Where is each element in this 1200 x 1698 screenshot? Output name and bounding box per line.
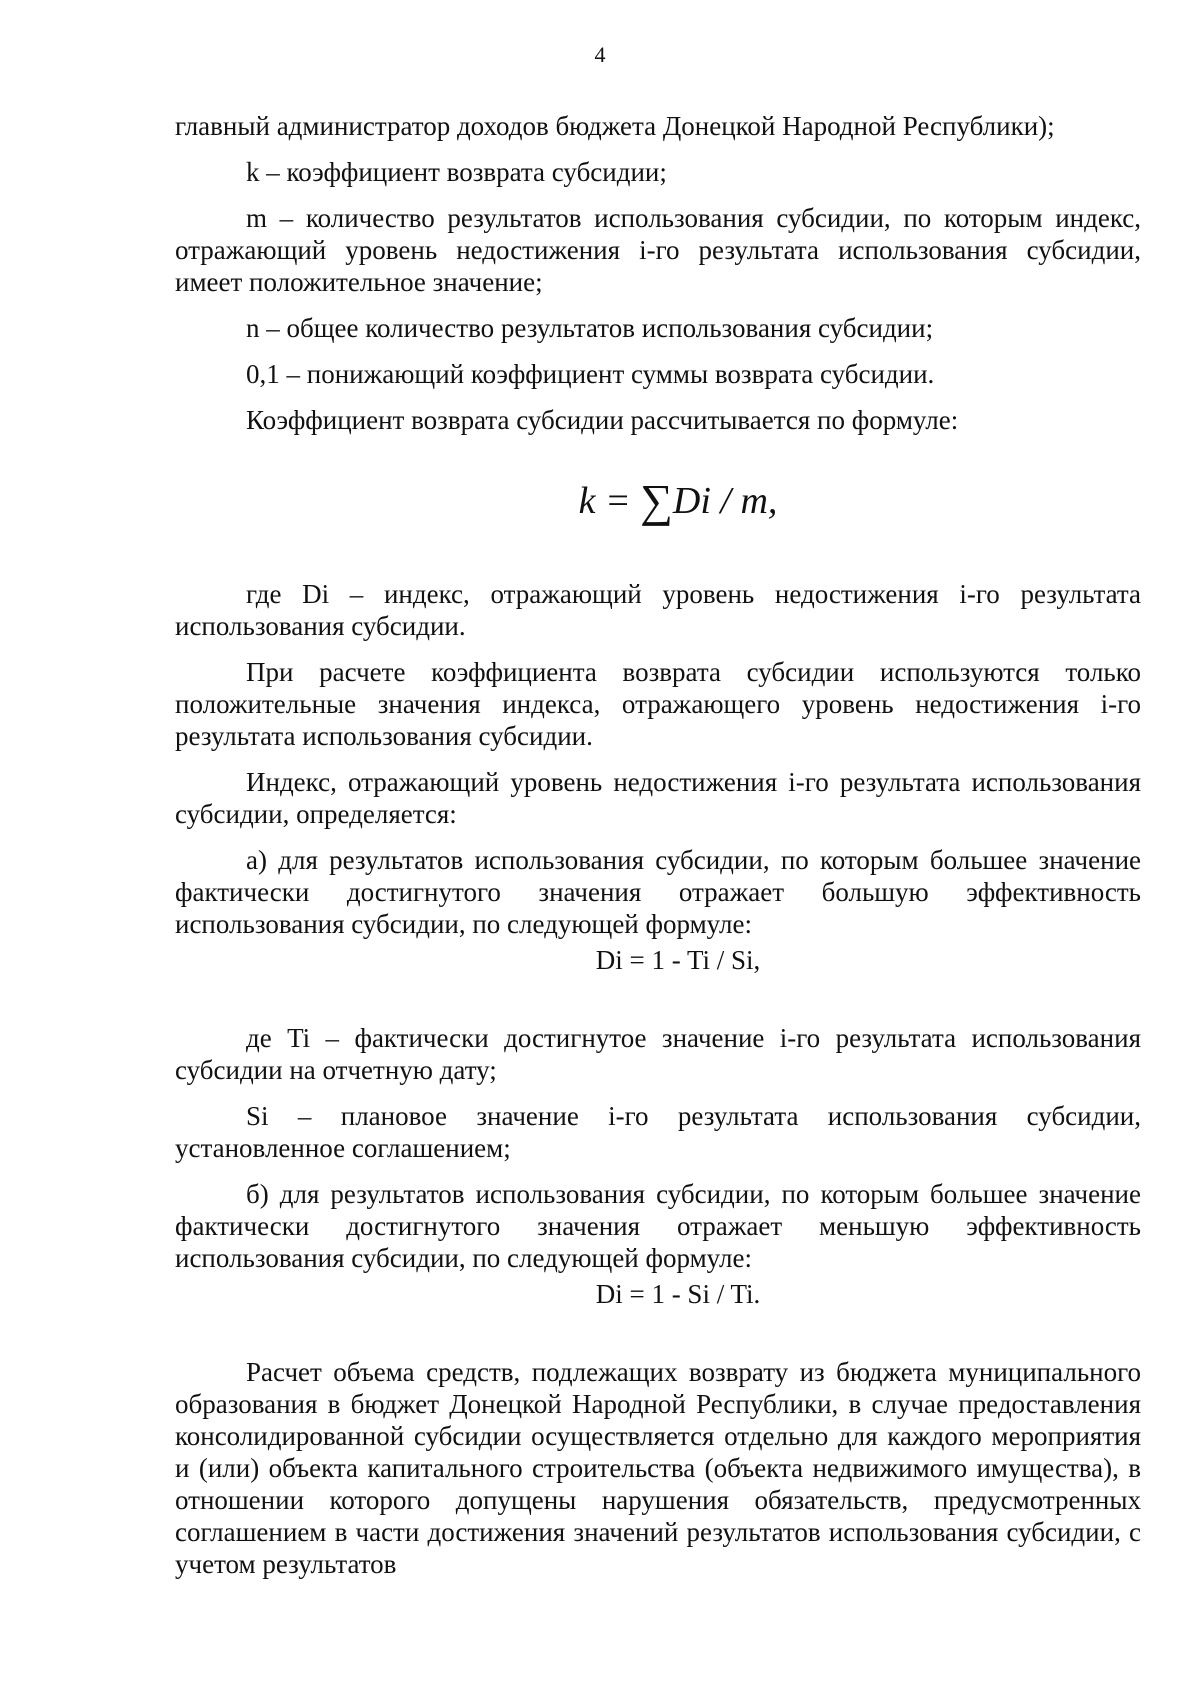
item-a: а) для результатов использования субсидии, по которым большее значение фактически достигнутого значения отражает большую эффективность использования субсидии, по следующей формуле: [175, 845, 1141, 939]
item-b: б) для результатов использования субсидии, по которым большее значение фактически достигнутого значения отражает меньшую эффективность использования субсидии, по следующей формуле: [175, 1179, 1141, 1273]
paragraph-index-determination: Индекс, отражающий уровень недостижения i-го результата использования субсидии, определяется: [175, 767, 1141, 829]
formula-di-b: Di = 1 - Si / Ti. [595, 1279, 761, 1309]
formula-k-equals: = [595, 480, 641, 522]
formula-di-a: Di = 1 - Ti / Si, [595, 945, 761, 975]
sigma-symbol: ∑ [640, 475, 673, 526]
definition-di: где Di – индекс, отражающий уровень недостижения i-го результата использования субсидии. [175, 579, 1141, 641]
formula-k-lhs: k [578, 480, 596, 522]
definition-si: Si – плановое значение i-го результата использования субсидии, установленное соглашением; [175, 1101, 1141, 1163]
definition-coefficient: 0,1 – понижающий коэффициент суммы возврата субсидии. [246, 359, 935, 389]
page-number: 4 [594, 42, 606, 67]
document-body [175, 110, 1141, 1594]
paragraph-positive-values: При расчете коэффициента возврата субсидии используются только положительные значения индекса, отражающего уровень недостижения i-го результата использования субсидии. [175, 657, 1141, 751]
formula-intro: Коэффициент возврата субсидии рассчитывается по формуле: [246, 405, 959, 435]
definition-m: m – количество результатов использования субсидии, по которым индекс, отражающий уровень недостижения i-го результата использования субсидии, имеет положительное значение; [175, 203, 1141, 297]
formula-k [175, 476, 1141, 526]
paragraph-refund-calculation: Расчет объема средств, подлежащих возврату из бюджета муниципального образования в бюджет Донецкой Народной Республики, в случае предоставления консолидированной субсидии осуществляется отдельно для каждого мероприятия и (или) объекта капитального строительства (объекта недвижимого имущества), в отношении которого допущены нарушения обязательств, предусмотренных соглашением в части достижения значений результатов использования субсидии, с учетом результатов [175, 1357, 1141, 1579]
definition-k: k – коэффициент возврата субсидии; [246, 157, 667, 187]
definition-ti: де Ti – фактически достигнутое значение i-го результата использования субсидии на отчетную дату; [175, 1023, 1141, 1085]
definition-n: n – общее количество результатов использования субсидии; [246, 313, 934, 343]
formula-k-rhs: Di / m, [672, 480, 778, 522]
paragraph-continuation: главный администратор доходов бюджета Донецкой Народной Республики); [175, 111, 1055, 141]
